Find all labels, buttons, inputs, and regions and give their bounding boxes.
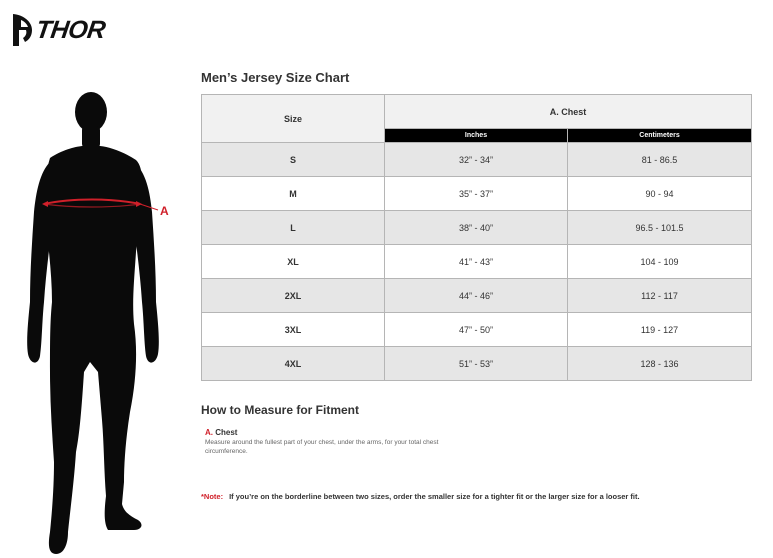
thor-helmet-icon	[10, 12, 34, 48]
table-row	[202, 279, 752, 313]
sizing-note	[201, 492, 640, 501]
table-row	[202, 313, 752, 347]
cell-inches: 41” - 43”	[385, 245, 568, 279]
table-row	[202, 177, 752, 211]
cell-centimeters: 119 - 127	[568, 313, 752, 347]
cell-centimeters: 96.5 - 101.5	[568, 211, 752, 245]
brand-logo[interactable]	[10, 12, 105, 48]
cell-centimeters: 112 - 117	[568, 279, 752, 313]
measure-title: How to Measure for Fitment	[201, 403, 360, 417]
measure-item-heading	[205, 428, 465, 437]
cell-size: M	[202, 177, 385, 211]
cell-inches: 51” - 53”	[385, 347, 568, 381]
chest-marker-label: A	[160, 204, 169, 218]
cell-inches: 35” - 37”	[385, 177, 568, 211]
cell-size: L	[202, 211, 385, 245]
table-row	[202, 143, 752, 177]
cell-size: XL	[202, 245, 385, 279]
measure-item-description: Measure around the fullest part of your chest, under the arms, for your total chest circumference.	[205, 439, 439, 455]
table-row	[202, 245, 752, 279]
cell-centimeters: 81 - 86.5	[568, 143, 752, 177]
measure-item-marker: A.	[205, 428, 213, 437]
cell-size: S	[202, 143, 385, 177]
table-row	[202, 347, 752, 381]
cell-centimeters: 104 - 109	[568, 245, 752, 279]
cell-centimeters: 128 - 136	[568, 347, 752, 381]
cell-inches: 44” - 46”	[385, 279, 568, 313]
measure-item-label: Chest	[215, 428, 238, 437]
cell-inches: 47” - 50”	[385, 313, 568, 347]
body-silhouette-icon	[12, 92, 172, 558]
table-row	[202, 211, 752, 245]
cell-inches: 38” - 40”	[385, 211, 568, 245]
header-inches: Inches	[385, 129, 568, 143]
cell-size: 3XL	[202, 313, 385, 347]
cell-inches: 32” - 34”	[385, 143, 568, 177]
header-centimeters: Centimeters	[568, 129, 752, 143]
note-label: *Note:	[201, 492, 224, 501]
measure-item-chest	[205, 428, 465, 456]
cell-size: 4XL	[202, 347, 385, 381]
header-chest: A. Chest	[385, 95, 752, 129]
note-text: If you’re on the borderline between two sizes, order the smaller size for a tighter fit or the larger size for a looser fit.	[229, 492, 640, 501]
chart-title: Men’s Jersey Size Chart	[201, 70, 350, 85]
cell-centimeters: 90 - 94	[568, 177, 752, 211]
brand-name: THOR	[34, 15, 107, 44]
header-size: Size	[202, 95, 385, 143]
size-chart-table	[201, 94, 752, 381]
cell-size: 2XL	[202, 279, 385, 313]
